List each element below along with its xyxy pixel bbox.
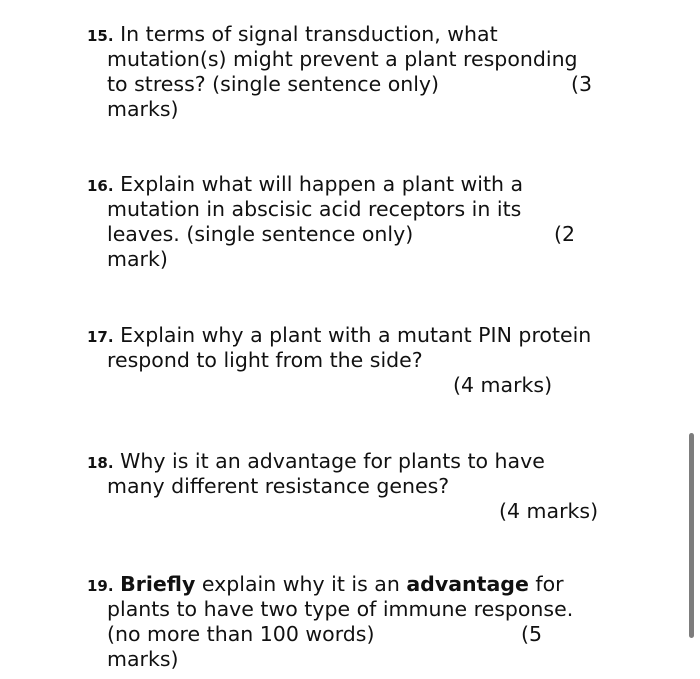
marks-label-cont: marks) (107, 647, 179, 671)
question-text: respond to light from the side? (107, 348, 423, 372)
question-text: mutation in abscisic acid receptors in its (107, 197, 522, 221)
question-text: explain why it is an (195, 572, 407, 596)
question-text: many different resistance genes? (107, 474, 450, 498)
question-text: leaves. (single sentence only) (107, 222, 414, 246)
marks-label-cont: marks) (107, 97, 179, 121)
question-text: Explain why a plant with a mutant PIN protein (120, 323, 592, 347)
marks-label: (2 (554, 222, 576, 246)
emphasis-briefly: Briefly (120, 572, 196, 596)
question-number: 19. (87, 577, 114, 595)
marks-label-cont: mark) (107, 247, 168, 271)
marks-label: (4 marks) (499, 499, 599, 523)
question-text: mutation(s) might prevent a plant responding (107, 47, 578, 71)
question-number: 18. (87, 454, 114, 472)
marks-label: (4 marks) (453, 373, 553, 397)
emphasis-advantage: advantage (406, 572, 529, 596)
question-number: 17. (87, 328, 114, 346)
question-text: (no more than 100 words) (107, 622, 375, 646)
vertical-scrollbar[interactable] (689, 433, 694, 638)
question-number: 15. (87, 27, 114, 45)
question-number: 16. (87, 177, 114, 195)
question-text: to stress? (single sentence only) (107, 72, 440, 96)
question-text: Explain what will happen a plant with a (120, 172, 524, 196)
question-text: plants to have two type of immune response. (107, 597, 574, 621)
question-text: In terms of signal transduction, what (120, 22, 498, 46)
marks-label: (3 (571, 72, 593, 96)
marks-label: (5 (521, 622, 543, 646)
question-text: Why is it an advantage for plants to have (120, 449, 545, 473)
question-text: for (528, 572, 564, 596)
